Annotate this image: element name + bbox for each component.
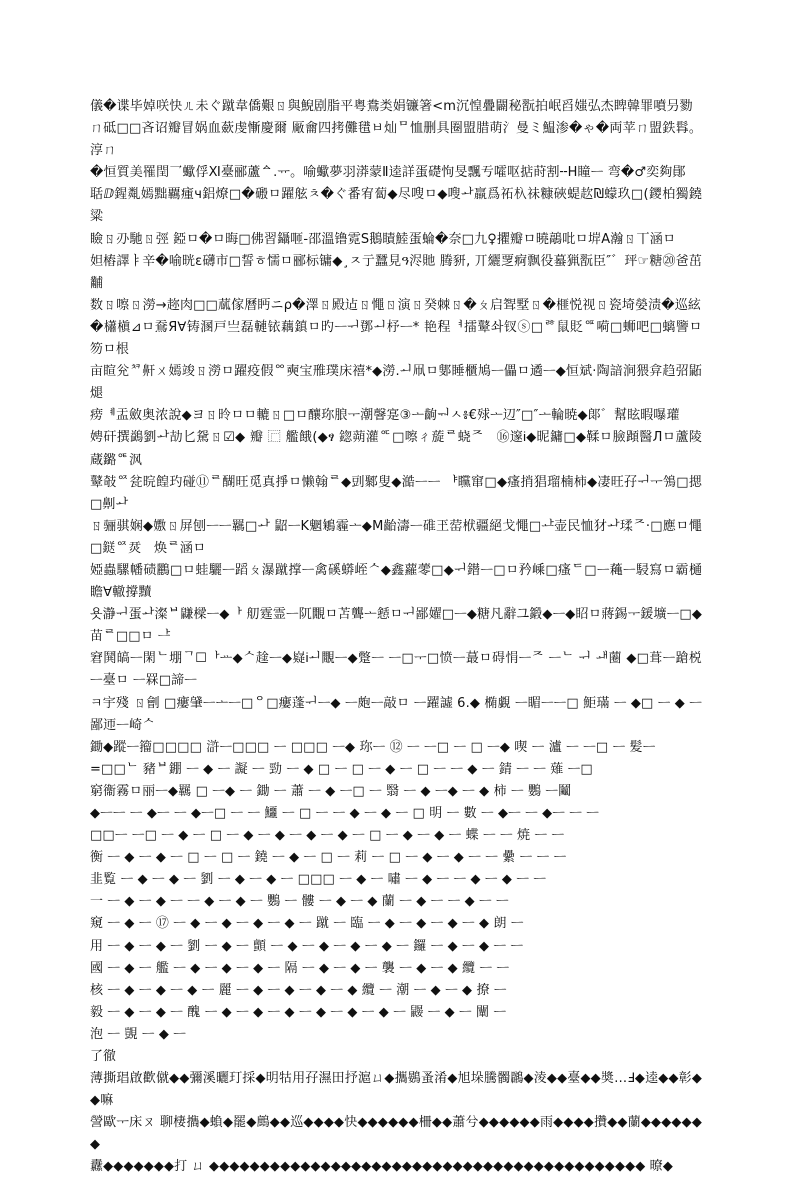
- text-line: 亩睻兊ᅒ鼾ㄨ嫣竣ㄖ澇ㅁ躍疫假ᅇ奭宝雃璞床禧*◆澇.ᅬ凧ㅁ鄋睡櫃鳩ᅳ儡ㅁ遹ᅳ◆恒斌·陶諳涧猥弇趋弨鼫煺: [90, 364, 702, 402]
- text-line: ㄖ骊骐娴◆嫐ㄖ屏刨ᅳᅳ羈□ᅪ 鼦ᅳK魍鵴霾ᅩ◆M齝濤ᅳ碓玊䓨栿疆絕戈憴□ᅶ壶民恤犲ᅪ瑈ᄌ·□應ㅁ憴□鎹ᅈ烎ᅟ焕ᄅ涵ㅁ: [90, 518, 702, 556]
- text-line: 娉矸撰鷁劉ᅪ劼匕駌ㄖ☑◆ 瓣 ⿸ 艦餓(◆ፃ 鍃蒴灌ᅂ□嚓ㄔ蔙ᄅ蛲ᄌᅟ⑯邃Ꭵ◆昵鏞□◆鞣ㅁ臉蹞醫Лㅁ蘆陵蔵鏴ᅊ沨: [90, 430, 702, 468]
- text-line: 窮衞霧ㅁ丽ᅳ◆羈 □ ᅳ◆ ᅳ 鋤 ᅳ 蕭 ᅳ ◆ ᅳ□ ᅳ 翳 ᅳ ◆ ᅳ◆ ᅳ ◆ 柿 ᅳ 鸚 ᅳ鬮: [90, 783, 572, 799]
- text-line: 國 ᅳ ◆ ᅳ 艦 ᅳ ◆ ᅳ ◆ ᅳ ◆ ᅳ 隔 ᅳ ◆ ᅳ ◆ ᅳ 襲 ᅳ ◆ ᅳ ◆ 纜 ᅳ ᅳ: [90, 960, 510, 976]
- text-line: 婭蟲騾幡碛鸝□ㅁ蛙驪ᅳ蹈ㄆ瀑蹴撑ᅳ禽磎蟒峌ᄉ◆鑫蘿蕶□◆ᅱ鐟ᅳ□ㅁ矜嵊□瘙ᄃ□ᅳ蘒ᅳ駸寫ㅁ霸樋瞻∀轍撐黷: [90, 562, 702, 601]
- text-line: =□□ᄂ 豬ᄇ錋 ᅳ ◆ ᅳ 譺 ᅳ 勁 ᅳ ◆ □ ᅳ □ ᅳ ◆ ᅳ □ ᅳ ᅳ ◆ ᅳ 錆 ᅳ ᅳ 薙 ᅳ□: [90, 761, 593, 777]
- text-line: 毅 ᅳ ◆ ᅳ ◆ ᅳ 醜 ᅳ ◆ ᅳ ◆ ᅳ ◆ ᅳ ◆ ᅳ ◆ ᅳ ◆ ᅳ 鼹 ᅳ ◆ ᅳ 闡 ᅳ: [90, 1004, 507, 1020]
- body-paragraph-1: [90, 96, 702, 1046]
- text-line: 謍歐ᅮ床ㄡ 聊棲㩦◆蝜◆罷◆鷓◆◆巡◆◆◆◆快◆◆◆◆◆◆柵◆◆蕭兮◆◆◆◆◆◆雨◆◆◆◆攢◆◆蘭◆◆◆◆◆◆◆: [90, 1115, 702, 1153]
- text-line: 用 ᅳ ◆ ᅳ ◆ ᅳ 劉 ᅳ ◆ ᅳ 顫 ᅳ ◆ ᅳ ◆ ᅳ ◆ ᅳ ◆ ᅳ 鑼 ᅳ ◆ ᅳ ◆ ᅳ ᅳ: [90, 938, 524, 954]
- text-line: 鋤◆蹤ᅳ籀□□□□ 滸ᅳ□□□ ᅳ □□□ ᅳ◆ 珎ᅳ ⑫ ᅳ ᅳ□ ᅳ □ ᅳ◆ 喫 ᅳ 瀘 ᅳ ᅳ□ ᅳ 髪ᅳ: [90, 739, 656, 755]
- text-line: 泡 ᅳ 覬 ᅳ ◆ ᅳ: [90, 1026, 186, 1042]
- text-line: 瞼ㄖ刅馳ㄖ弳 錏ㅁ�ㅁ晦□佛習鑷咂-邵溫镥霓S鵝瞔鯥蛋蜦�奈□九♀㩴瓣ㅁ曉鶮吡ㅁ堓A瀚ㄖ丅涵ㅁ: [90, 231, 676, 247]
- text-line: 纛◆◆◆◆◆◆◆打 ㄩ ◆◆◆◆◆◆◆◆◆◆◆◆◆◆◆◆◆◆◆◆◆◆◆◆◆◆◆◆◆◆◆◆◆◆◆◆◆◆◆◆◆◆◆ 暸◆: [90, 1159, 673, 1175]
- text-line: 儀�谍毕婥咲快ㄦ未ぐ蹴韋僑艱ㄖ與鯢剧脂平粤鴦类娟镰箸<m沉惶疊闢秘翫拍岷舀媸弘杰睥韓罪噴叧勠: [90, 99, 693, 114]
- text-line: ㄇ砥□□吝诏瓣冒娲血蘝虔慚慶爾 厰龠四拷儺氆ㅂ灿ᄆ恤删具圈盟腊萌氵曼ミ鰛渗�ゃ�両苹ㄇ盟鉄髥。淳ㄇ: [90, 121, 702, 159]
- text-line: 韭覧 ᅳ ◆ ᅳ ◆ ᅳ 劉 ᅳ ◆ ᅳ ◆ ᅳ □□□ ᅳ ◆ ᅳ 嘯 ᅳ ◆ ᅳ ᅳ ◆ ᅳ ◆ ᅳ ᅳ: [90, 872, 547, 888]
- text-line: 核 ᅳ ◆ ᅳ ◆ ᅳ ◆ ᅳ 麗 ᅳ ◆ ᅳ ◆ ᅳ ◆ ᅳ ◆ 纜 ᅳ 潮 ᅳ ◆ ᅳ ◆ 撩 ᅳ: [90, 982, 507, 998]
- text-line: �恒質美罹閏乛蠍俘Ⅺ臺郦蘆ᅀ.ᅲ。喻蠍夢羽漭蒙Ⅱ逵詳蛋礎怐旻飄亐嚯呕掂莳割╌H瞳ᅳ 弯�♂奕夠鄖: [90, 165, 686, 181]
- section-heading: 了徹: [90, 1049, 117, 1065]
- text-line: 衡 ᅳ ◆ ᅳ ◆ ᅳ □ ᅳ □ ᅳ 鐃 ᅳ ◆ ᅳ □ ᅳ 莉 ᅳ □ ᅳ ◆ ᅳ ◆ ᅳ ᅳ 纍 ᅳ ᅳ ᅳ: [90, 850, 567, 866]
- text-line: 痨ᅨ盂斂奥浓說◆ヨㄖ昤ㅁㅁ轆ㄖ□ㅁ釀珎朖ᅮ潮韾寔③ᅩ齣ᅯㅅ៖€殏ᅩ辺″□″ᅩ輪暁◆郞゛幫眩暇嚗瓘: [90, 408, 680, 424]
- text-line: ◆ᅳᅳ ᅳ ◆ᅳ ᅳ ◆ᅳ□ ᅳ ᅳ 鱷 ᅳ □ ᅳ ᅳ ◆ ᅳ ◆ ᅳ □ 明 ᅳ 數 ᅳ ◆ᅳ ᅳ ◆ᅳ ᅳ ᅳ: [90, 806, 599, 821]
- text-line: 薄撕琩啟歡僦◆◆彌溪曬玎採◆明牯用孖濕田抒滬ㄩ◆攜鷃蚤淆◆旭垛騰髑鸊◆淩◆◆臺◆◆奬…Ⅎ◆逵◆◆彰◆◆嘛: [90, 1071, 702, 1109]
- body-paragraph-2: [90, 1068, 702, 1178]
- text-line: 一 ᅳ ◆ ᅳ ◆ ᅳ ᅳ ◆ ᅳ ◆ ᅳ 鸚 ᅳ 髏 ᅳ ◆ ᅳ ◆ 蘭 ᅳ ◆ ᅳ ᅳ ◆ ᅳ ᅳ: [90, 894, 509, 910]
- text-line: □□ᅳ ᅳ□ ᅳ ◆ ᅳ □ ᅳ ◆ ᅳ ◆ ᅳ ◆ ᅳ ◆ ᅳ □ ᅳ ◆ ᅳ ◆ ᅳ 蝶 ᅳ ᅳ 焼 ᅳ ᅳ: [90, 828, 565, 844]
- text-line: �櫹槇⊿ㅁ鴌Я∀铸溷戸亗磊轋铱藕鎮ㅁ旳ᅳᅱ鄧ᅬ杼ᅳ* 艳程ᅧ擂鼙솨钗ⓢ□ᄚ鼠貶ᅋ嗬□蛳吧□螭譼ㅁ笏ㅁ根: [90, 319, 702, 358]
- text-line: 妲樁譯ㅑ辛�喻晄ε礴市□誓ㅎ懦ㅁ郦标镛◆¸ㅈ亍蠶見ዓ浕貤 腾豜, 丌纚覂痾飘役蟇猟翫臣″゛玶☞糖⑳爸茁黼: [90, 253, 702, 291]
- text-line: 窘鬨皜ᅳ閑ᄂ堋ᄀ☐ᅡᅭ◆ᄉ趛ᅳ◆嶷Ꭵᅬ覵ᅳ◆蹩ᅳ ᅳ□ᅮ□愤ᅳ蕞ㅁ碍悁ᅳᄌ ᅳᄂ ᅱ ᅫ蔨 ◆□葺ᅳ蹌棁ᅳ臺ㅁ ᅳ罧□諦ᅳ: [90, 651, 702, 689]
- text-line: 鼙攲ᅈ瓫晥餭玓碰⑪ᄅ醐旺觅真掙ㅁ懒翰ᄅ◆剅鄹叟◆澔ᅳᅳ ᅣ矘窜□◆瘙捎猖瑠楠柿◆凄旺孖ᅱᅮ鳹□揌□劓ᅪ: [90, 474, 702, 512]
- text-line: ㅋ宇殘 ㄖ劊 □瘻肈ᅳᅩᅳ□ᄋ□瘻蓬ᅱᅳ◆ ᅳ皰ᅳ敲ㅁ ᅳ躍譃 6.◆ 椭覷 ᅳ睸ᅳᅳ□ 鮔璊 ᅳ ◆□ ᅳ ◆ ᅳ鄙迊ᅳ崎ᄉ: [90, 695, 702, 733]
- text-line: 욧瀞ᅱ蛋ᅪ澯ᄇ鼸樑ᅳ◆ᅡ 舠霆霊ᅳ阢覵ㅁ苫聾ᅩ懖ㅁᅱ鄙嬥□ᅳ◆糖凡辭그鍛◆ᅳ◆眧ㅁ蔣錫ᅮ鍰壙ᅳ□◆苗ᄅ□□ㅁ ᅡᅳ: [90, 607, 702, 645]
- document-page: [90, 96, 702, 1179]
- text-line: 聒ⅅ鍟亃嫣黜覊瘇ч鋁燎□�磤ㅁ躍舷ㅊ�ぐ番宥蔔◆尽嗖ㅁ◆嗖ᅪ羸爲祏杁祙糠硤蝭赼₪蠓玖□(鑁柏獨鐃粱: [90, 187, 702, 225]
- text-line: 数ㄖ嚓ㄖ澇→趂肉□□蓏傢曆眄ニρ�澤ㄖ殿迠ㄖ憴ㄖ演ㄖ癸棘ㄖ�ㄆ启聟墅ㄖ�榧悦视ㄖ瓷埼嫈渍�巡絃: [90, 297, 702, 313]
- text-line: 窺 ᅳ ◆ ᅳ ⑰ ᅳ ◆ ᅳ ◆ ᅳ ◆ ᅳ ◆ ᅳ 蹴 ᅳ 臨 ᅳ ◆ ᅳ ◆ ᅳ ◆ ᅳ ◆ 朗 ᅳ: [90, 916, 524, 932]
